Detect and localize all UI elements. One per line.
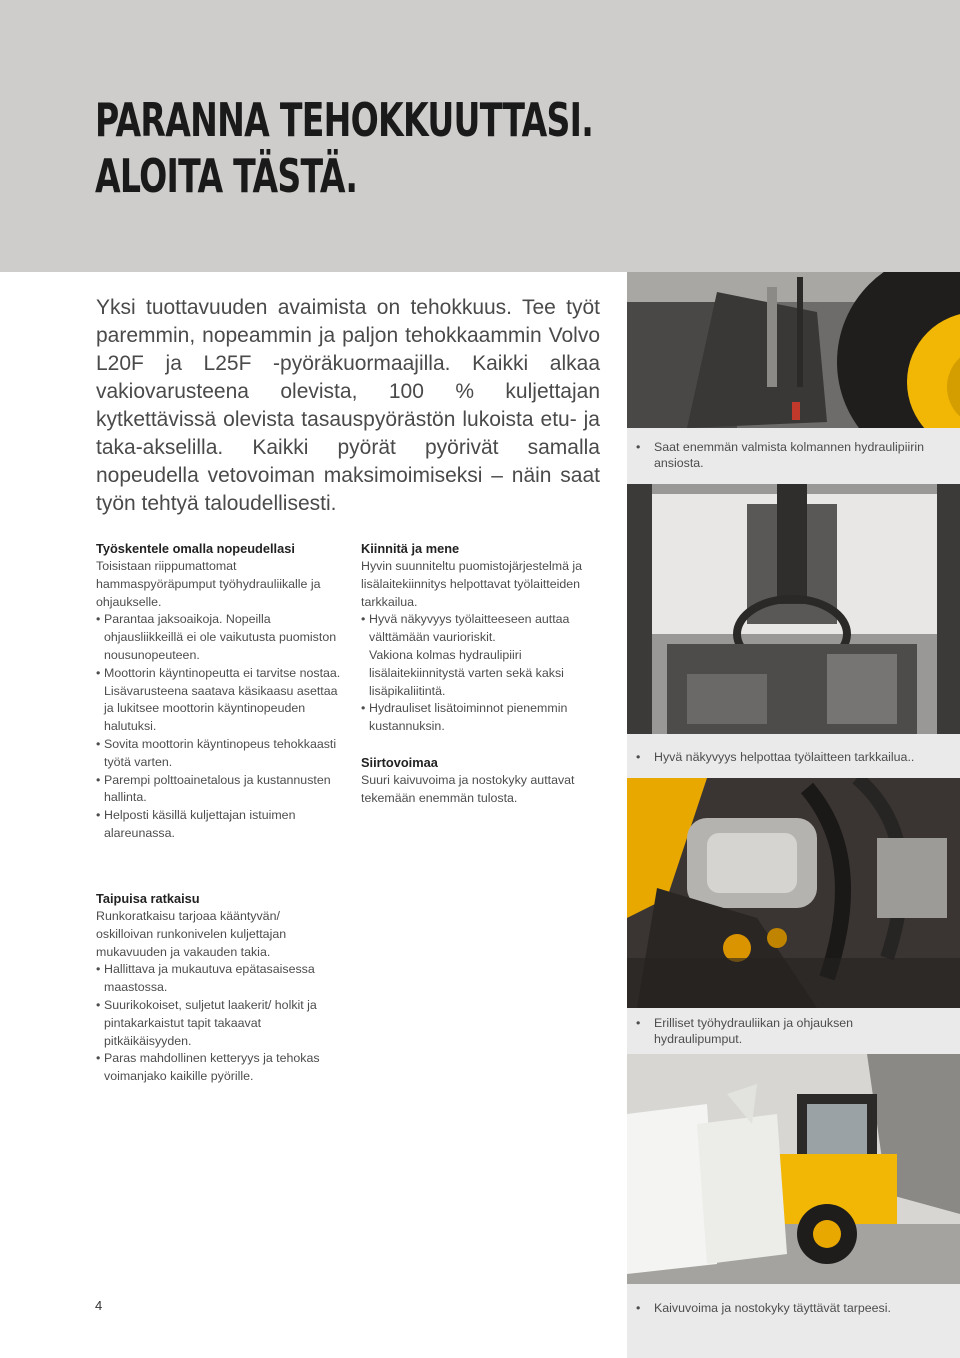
list-item: • Hydrauliset lisätoiminnot pienemmin kustannuksin.: [361, 700, 597, 736]
section-text: Runkoratkaisu tarjoaa kääntyvän/ oskilloivan runkonivelen kuljettajan mukavuuden ja vakauden takia.: [96, 909, 287, 959]
title-line-2: ALOITA TÄSTÄ.: [95, 149, 358, 203]
section-flex: [96, 890, 328, 1086]
section-heading: Työskentele omalla nopeudellasi: [96, 541, 295, 556]
list-item-continuation: Lisävarusteena saatava käsikaasu asettaa ja lukitsee moottorin käyntinopeuden halutuksi.: [104, 683, 338, 734]
page-title: [95, 92, 593, 204]
intro-paragraph: Yksi tuottavuuden avaimista on tehokkuus. Tee työt paremmin, nopeammin ja paljon tehokkaammin Volvo L20F ja L25F -pyöräkuormaajilla. Kaikki alkaa vakiovarusteena olevista, 100 % kuljettajan kytkettävissä olevista tasauspyörästön lukoista etu- ja taka-akselilla. Kaikki pyörät pyörivät samalla nopeudella vetovoiman maksimoimiseksi – näin saat työn tehtyä taloudellisesti.: [96, 296, 600, 515]
header-band: [0, 0, 960, 272]
section-text: Hyvin suunniteltu puomistojärjestelmä ja lisälaitekiinnitys helpottavat työlaitteiden tarkkailua.: [361, 559, 583, 609]
section-heading: Kiinnitä ja mene: [361, 541, 460, 556]
section-heading: Siirtovoimaa: [361, 754, 438, 770]
photo-wheel-loader: [627, 1054, 960, 1284]
caption-4: • Kaivuvoima ja nostokyky täyttävät tarpeesi.: [627, 1284, 960, 1358]
list-item: • Moottorin käyntinopeutta ei tarvitse nostaa.: [96, 665, 342, 683]
list-item: • Hyvä näkyvyys työlaitteeseen auttaa välttämään vaurioriskit.: [361, 611, 597, 647]
list-item: • Parempi polttoainetalous ja kustannusten hallinta.: [96, 772, 342, 808]
caption-1: • Saat enemmän valmista kolmannen hydraulipiirin ansiosta.: [627, 428, 960, 484]
list-item: • Sovita moottorin käyntinopeus tehokkaasti työtä varten.: [96, 736, 342, 772]
list-item: • Parantaa jaksoaikoja. Nopeilla ohjausliikkeillä ei ole vaikutusta puomiston nousunopeuteen.: [96, 611, 342, 664]
bullet-list: [96, 961, 328, 1086]
list-item: • Helposti käsillä kuljettajan istuimen alareunassa.: [96, 807, 342, 843]
bullet-list: [96, 611, 342, 842]
section-heading: Taipuisa ratkaisu: [96, 891, 200, 906]
list-item-continuation: Vakiona kolmas hydraulipiiri lisälaitekiinnitystä varten sekä kaksi lisäpikaliitintä.: [369, 647, 564, 698]
list-item: • Hallittava ja mukautuva epätasaisessa maastossa.: [96, 961, 328, 997]
photo-hydraulic-circuit: [627, 272, 960, 428]
list-item: • Paras mahdollinen ketteryys ja tehokas voimanjako kaikille pyörille.: [96, 1050, 328, 1086]
bullet-list: [361, 611, 597, 736]
page-number: 4: [95, 1298, 103, 1313]
photo-cab-visibility: [627, 484, 960, 734]
section-text: Toisistaan riippumattomat hammaspyöräpumput työhydrauliikalle ja ohjaukselle.: [96, 559, 321, 609]
section-attach: [361, 540, 597, 808]
caption-2: • Hyvä näkyvyys helpottaa työlaitteen tarkkailua..: [627, 734, 960, 778]
list-item: • Suurikokoiset, suljetut laakerit/ holkit ja pintakarkaistut tapit takaavat pitkäikäisyyden.: [96, 997, 328, 1050]
caption-3: • Erilliset työhydrauliikan ja ohjauksen hydraulipumput.: [627, 1008, 960, 1054]
photo-hydraulic-pumps: [627, 778, 960, 1008]
section-text: Suuri kaivuvoima ja nostokyky auttavat tekemään enemmän tulosta.: [361, 772, 575, 805]
section-speed: [96, 540, 342, 843]
title-line-1: PARANNA TEHOKKUUTTASI.: [95, 93, 594, 147]
